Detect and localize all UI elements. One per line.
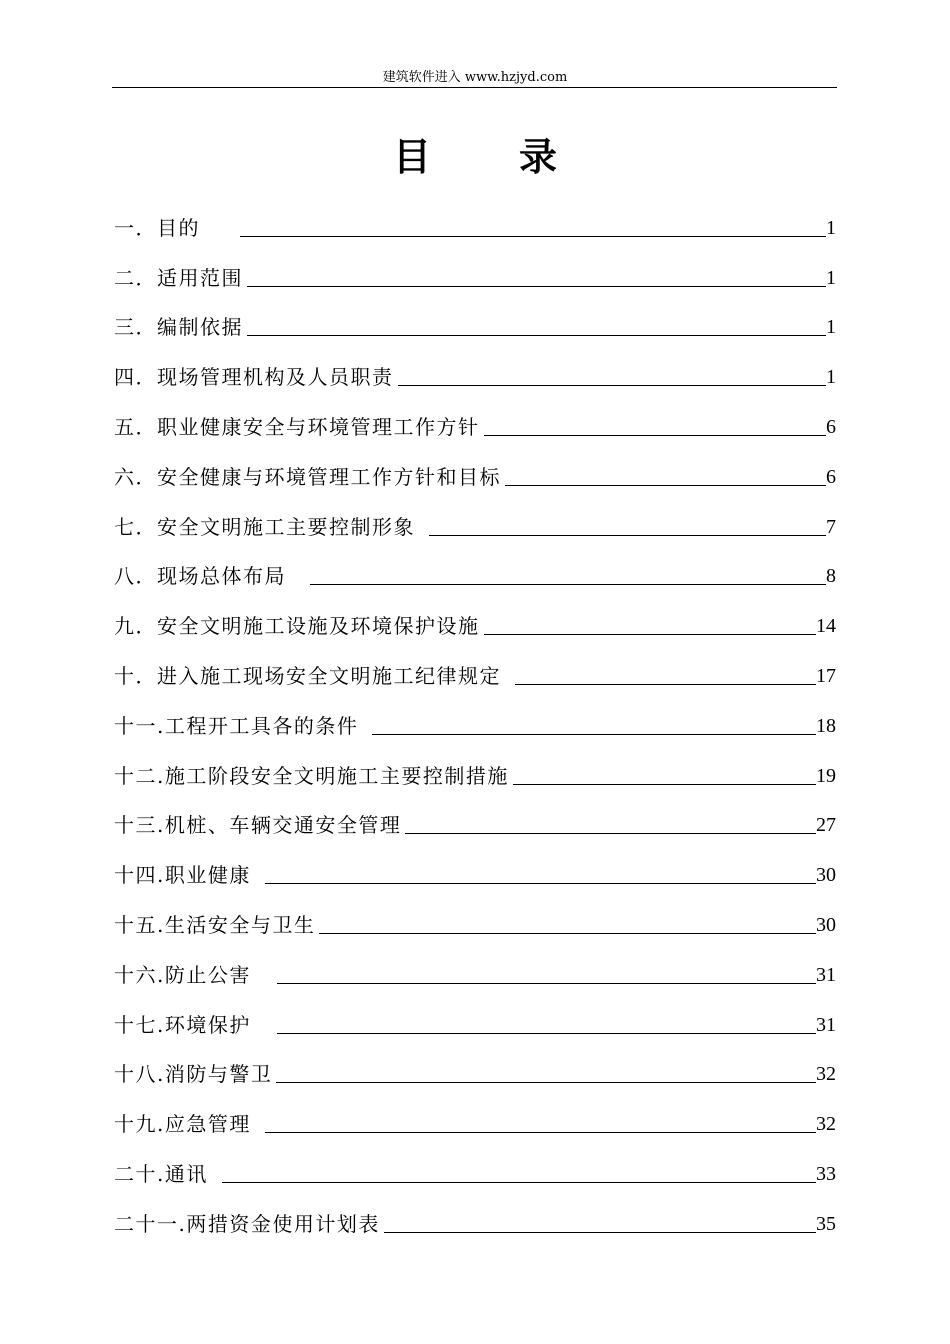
toc-leader-line [310, 583, 826, 585]
toc-entry-page: 30 [816, 913, 836, 936]
toc-entry-label: 五．职业健康安全与环境管理工作方针 [114, 414, 480, 439]
toc-entry-label: 十八.消防与警卫 [114, 1062, 273, 1087]
toc-entry[interactable] [114, 190, 836, 240]
toc-entry-page: 6 [826, 415, 836, 438]
toc-leader-line [484, 434, 827, 436]
toc-entry-label: 七．安全文明施工主要控制形象 [114, 514, 415, 539]
toc-entry-page: 8 [826, 565, 836, 588]
toc-entry-label: 六．安全健康与环境管理工作方针和目标 [114, 464, 501, 489]
toc-entry[interactable] [114, 339, 836, 389]
toc-entry-page: 7 [826, 515, 836, 538]
toc-leader-line [513, 783, 816, 785]
toc-leader-line [405, 832, 816, 834]
page-header: 建筑软件进入 www.hzjyd.com [382, 70, 568, 85]
toc-entry-label: 三．编制依据 [114, 315, 243, 340]
toc-entry-page: 33 [816, 1162, 836, 1185]
header-rule [112, 87, 837, 88]
toc-entry-label: 四．现场管理机构及人员职责 [114, 365, 394, 390]
toc-entry-page: 31 [816, 1013, 836, 1036]
toc-leader-line [247, 285, 826, 287]
toc-entry[interactable] [114, 588, 836, 638]
toc-entry[interactable] [114, 389, 836, 439]
toc-entry-page: 1 [826, 366, 836, 389]
table-of-contents [114, 190, 836, 1236]
toc-entry-page: 32 [816, 1113, 836, 1136]
toc-entry-label: 二十一.两措资金使用计划表 [114, 1211, 380, 1236]
toc-leader-line [277, 982, 816, 984]
toc-entry[interactable] [114, 738, 836, 788]
toc-entry[interactable] [114, 489, 836, 539]
toc-leader-line [276, 1081, 816, 1083]
toc-entry[interactable] [114, 688, 836, 738]
toc-entry-label: 十．进入施工现场安全文明施工纪律规定 [114, 663, 501, 688]
toc-entry-label: 九．安全文明施工设施及环境保护设施 [114, 614, 480, 639]
toc-leader-line [319, 932, 816, 934]
toc-entry-page: 14 [816, 615, 836, 638]
toc-leader-line [247, 334, 826, 336]
toc-entry[interactable] [114, 987, 836, 1037]
toc-entry[interactable] [114, 937, 836, 987]
toc-entry-label: 十一.工程开工具各的条件 [114, 713, 359, 738]
title-char-2: 录 [519, 135, 558, 179]
toc-leader-line [429, 534, 826, 536]
toc-entry[interactable] [114, 1186, 836, 1236]
toc-entry[interactable] [114, 1136, 836, 1186]
toc-entry-label: 十三.机桩、车辆交通安全管理 [114, 813, 402, 838]
title-char-1: 目 [392, 135, 431, 179]
toc-entry-label: 十四.职业健康 [114, 863, 251, 888]
toc-entry[interactable] [114, 788, 836, 838]
toc-entry[interactable] [114, 837, 836, 887]
toc-entry-page: 1 [826, 316, 836, 339]
toc-leader-line [265, 1131, 816, 1133]
toc-leader-line [240, 235, 826, 237]
toc-entry-page: 32 [816, 1063, 836, 1086]
toc-entry-page: 35 [816, 1212, 836, 1235]
toc-entry-page: 18 [816, 714, 836, 737]
toc-entry-label: 十九.应急管理 [114, 1112, 251, 1137]
toc-entry[interactable] [114, 887, 836, 937]
toc-leader-line [222, 1181, 816, 1183]
toc-leader-line [505, 484, 826, 486]
toc-entry-page: 17 [816, 664, 836, 687]
toc-entry[interactable] [114, 290, 836, 340]
toc-leader-line [398, 384, 827, 386]
toc-entry-label: 十七.环境保护 [114, 1012, 251, 1037]
toc-leader-line [277, 1032, 816, 1034]
toc-leader-line [265, 882, 816, 884]
toc-entry-label: 八．现场总体布局 [114, 564, 286, 589]
toc-entry[interactable] [114, 638, 836, 688]
toc-entry-label: 十六.防止公害 [114, 962, 251, 987]
toc-leader-line [515, 683, 816, 685]
toc-entry[interactable] [114, 439, 836, 489]
toc-leader-line [384, 1231, 816, 1233]
toc-entry[interactable] [114, 1037, 836, 1087]
toc-entry-page: 1 [826, 266, 836, 289]
toc-entry-label: 二十.通讯 [114, 1161, 208, 1186]
toc-entry-page: 31 [816, 963, 836, 986]
toc-entry-label: 一．目的 [114, 215, 200, 240]
toc-entry-page: 30 [816, 864, 836, 887]
toc-leader-line [484, 633, 817, 635]
toc-entry-page: 27 [816, 814, 836, 837]
toc-entry[interactable] [114, 539, 836, 589]
toc-entry-label: 十二.施工阶段安全文明施工主要控制措施 [114, 763, 509, 788]
page-title [0, 126, 950, 181]
toc-entry-label: 十五.生活安全与卫生 [114, 912, 316, 937]
toc-entry-label: 二．适用范围 [114, 265, 243, 290]
toc-entry[interactable] [114, 240, 836, 290]
toc-entry-page: 1 [826, 216, 836, 239]
toc-entry-page: 6 [826, 465, 836, 488]
toc-leader-line [372, 733, 816, 735]
toc-entry[interactable] [114, 1086, 836, 1136]
toc-entry-page: 19 [816, 764, 836, 787]
